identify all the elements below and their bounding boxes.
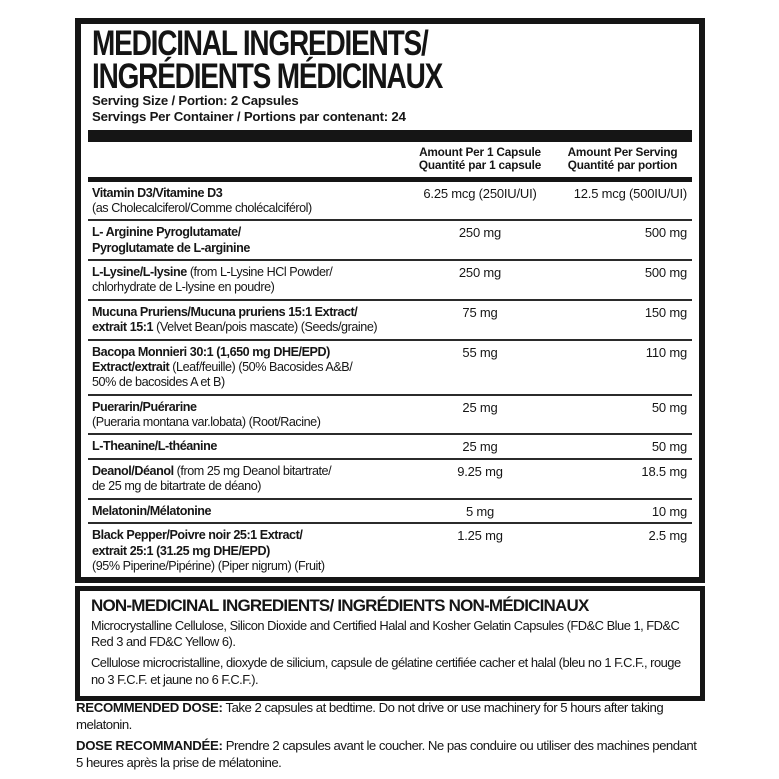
column-header-per-capsule	[405, 146, 555, 172]
amount-per-capsule: 9.25 mg	[457, 463, 503, 479]
table-row-deanol	[81, 460, 699, 498]
recommended-dose-en-label: RECOMMENDED DOSE:	[76, 700, 223, 715]
ingredient-name: Puerarin/Puérarine (Pueraria montana var.lobata) (Root/Racine)	[92, 399, 321, 429]
column-header-per-serving	[555, 146, 690, 172]
table-row-l-arginine	[81, 221, 699, 259]
ingredient-name: Deanol/Déanol (from 25 mg Deanol bitartrate/ de 25 mg de bitartrate de déano)	[92, 463, 332, 494]
amount-per-serving: 2.5 mg	[648, 528, 687, 544]
amount-per-capsule: 75 mg	[462, 304, 498, 320]
column-headers	[81, 142, 699, 175]
servings-per-container: Servings Per Container / Portions par contenant: 24	[92, 109, 406, 125]
ingredient-name: Black Pepper/Poivre noir 25:1 Extract/ extrait 25:1 (31.25 mg DHE/EPD) (95% Piperine/Pipérine) (Piper nigrum) (Fruit)	[92, 528, 325, 573]
amount-per-serving: 150 mg	[644, 304, 687, 320]
serving-size: Serving Size / Portion: 2 Capsules	[92, 93, 299, 109]
table-row-bacopa-monnieri	[81, 341, 699, 394]
amount-per-serving: 18.5 mg	[641, 463, 687, 479]
non-medicinal-text-fr: Cellulose microcristalline, dioxyde de silicium, capsule de gélatine certifiée cacher et halal (bleu no 1 F.C.F., rouge no 3 F.C.F. et jaune no 6 F.C.F.).	[91, 655, 681, 687]
ingredient-name: L- Arginine Pyroglutamate/ Pyroglutamate de L-arginine	[92, 225, 250, 255]
panel-title-en: MEDICINAL INGREDIENTS/	[92, 24, 428, 63]
amount-per-serving: 110 mg	[645, 344, 687, 360]
recommended-dose-fr-text: Prendre 2 capsules avant le coucher. Ne pas conduire ou utiliser des machines pendant 5 heures après la prise de mélatonine.	[76, 738, 697, 771]
column-header-per-capsule-fr: Quantité par 1 capsule	[418, 158, 542, 173]
medicinal-ingredients-panel	[75, 18, 705, 583]
table-row-mucuna-pruriens	[81, 301, 699, 339]
amount-per-serving: 10 mg	[651, 503, 687, 519]
panel-title-fr: INGRÉDIENTS MÉDICINAUX	[92, 56, 443, 96]
recommended-dose-en	[76, 699, 706, 733]
ingredient-name: L-Lysine/L-lysine (from L-Lysine HCl Powder/ chlorhydrate de L-lysine en poudre)	[92, 265, 333, 295]
table-row-black-pepper	[81, 524, 699, 577]
amount-per-capsule: 55 mg	[462, 344, 498, 360]
ingredient-name-bold: Vitamin D3/Vitamine D3	[92, 185, 223, 200]
non-medicinal-ingredients-panel	[75, 586, 705, 701]
table-row-l-lysine	[81, 261, 699, 299]
recommended-dose-fr	[76, 737, 706, 771]
ingredient-name: Melatonin/Mélatonine	[92, 503, 212, 518]
amount-per-serving: 50 mg	[651, 399, 687, 415]
amount-per-serving: 500 mg	[644, 265, 687, 281]
column-header-per-serving-fr: Quantité par portion	[567, 158, 678, 173]
amount-per-capsule: 250 mg	[458, 265, 502, 281]
amount-per-serving: 12.5 mcg (500IU/UI)	[573, 185, 687, 201]
table-row-l-theanine	[81, 435, 699, 458]
ingredient-name: L-Theanine/L-théanine	[92, 439, 217, 454]
column-header-per-capsule-en: Amount Per 1 Capsule	[419, 145, 541, 160]
table-row-vitamin-d3	[81, 182, 699, 220]
amount-per-capsule: 5 mg	[465, 503, 495, 519]
amount-per-capsule: 250 mg	[458, 225, 502, 241]
table-row-melatonin	[81, 500, 699, 523]
amount-per-serving: 50 mg	[651, 439, 687, 455]
amount-per-capsule: 25 mg	[462, 399, 498, 415]
non-medicinal-title: NON-MEDICINAL INGREDIENTS/ INGRÉDIENTS NON-MÉDICINAUX	[91, 596, 589, 615]
ingredient-name: Vitamin D3/Vitamine D3 (as Cholecalciferol/Comme cholécalciférol)	[92, 185, 312, 216]
recommended-dose-section	[76, 699, 706, 776]
table-row-puerarin	[81, 396, 699, 434]
column-header-per-serving-en: Amount Per Serving	[567, 145, 678, 160]
amount-per-capsule: 6.25 mcg (250IU/UI)	[423, 185, 537, 201]
panel-header	[81, 24, 699, 127]
recommended-dose-fr-label: DOSE RECOMMANDÉE:	[76, 738, 223, 754]
amount-per-serving: 500 mg	[644, 225, 687, 241]
non-medicinal-text-en: Microcrystalline Cellulose, Silicon Dioxide and Certified Halal and Kosher Gelatin Capsules (FD&C Blue 1, FD&C Red 3 and FD&C Yellow 6).	[91, 617, 680, 650]
ingredient-name: Bacopa Monnieri 30:1 (1,650 mg DHE/EPD) Extract/extrait (Leaf/feuille) (50% Bacosides A&B/ 50% de bacosides A et B)	[92, 344, 353, 390]
amount-per-capsule: 25 mg	[462, 439, 498, 455]
recommended-dose-en-text: Take 2 capsules at bedtime. Do not drive or use machinery for 5 hours after taking melatonin.	[76, 700, 664, 733]
amount-per-capsule: 1.25 mg	[457, 528, 503, 544]
ingredient-name: Mucuna Pruriens/Mucuna pruriens 15:1 Extract/ extrait 15:1 (Velvet Bean/pois mascate) (Seeds/graine)	[92, 304, 378, 335]
divider-bar-thick	[88, 130, 692, 142]
